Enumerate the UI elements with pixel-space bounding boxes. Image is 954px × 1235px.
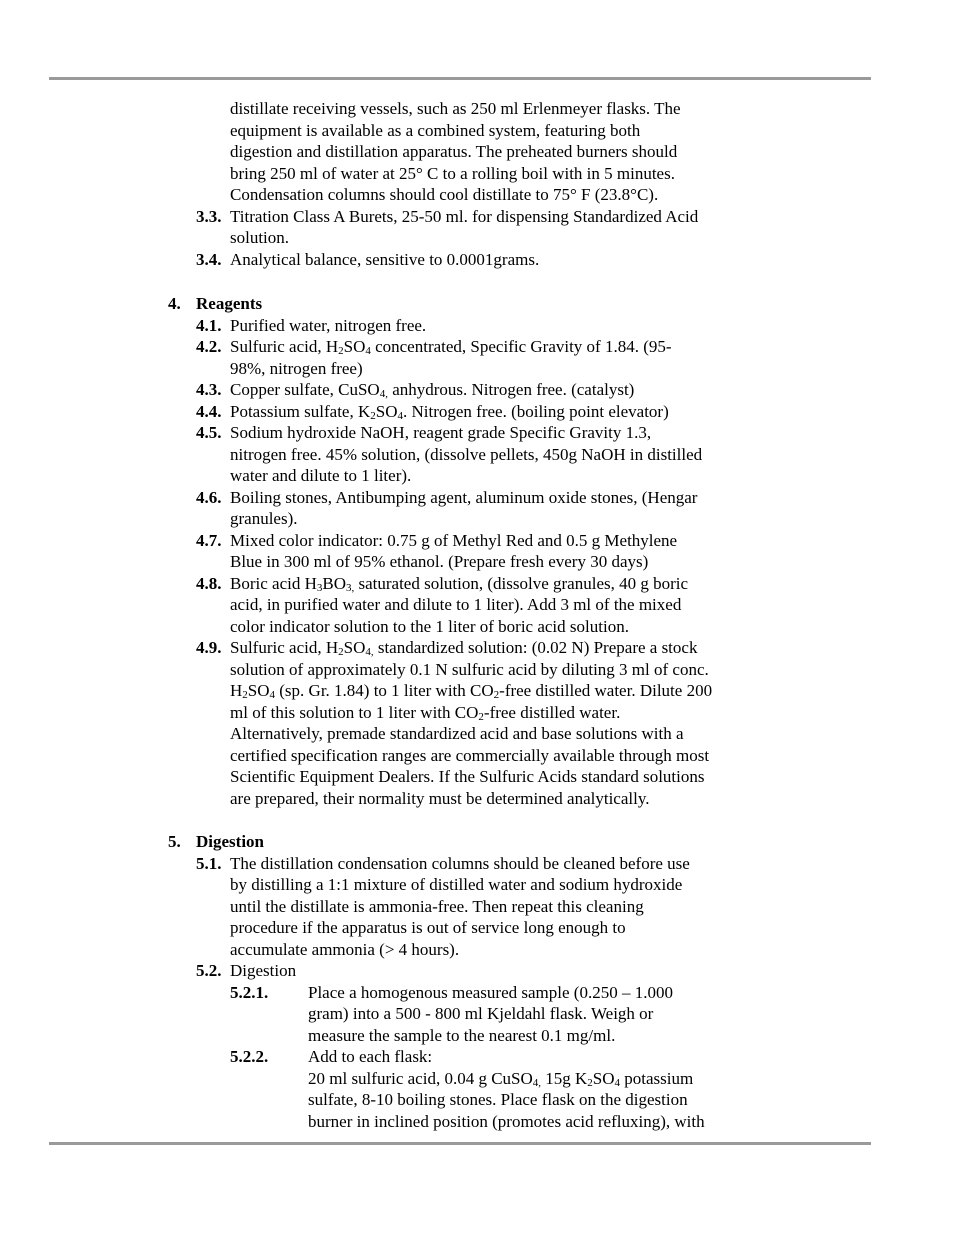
text-line: acid, in purified water and dilute to 1 liter). Add 3 ml of the mixed xyxy=(230,595,682,614)
text-line: 20 ml sulfuric acid, 0.04 g CuSO$_{4,}$ 15g $K_2SO_4$ potassium xyxy=(308,1068,694,1089)
text-line: equipment is available as a combined system, featuring both xyxy=(230,120,641,140)
text-line: burner in inclined position (promotes acid refluxing), with xyxy=(308,1111,705,1131)
text-line: Scientific Equipment Dealers. If the Sulfuric Acids standard solutions xyxy=(230,767,705,786)
text-line: Add to each flask: xyxy=(308,1047,433,1066)
text-line: Sulfuric acid, $H_2SO_4$ concentrated, Specific Gravity of 1.84. (95- xyxy=(230,337,672,357)
item-number: 4.7. xyxy=(196,530,222,550)
text-line: certified specification ranges are commercially available through most xyxy=(230,745,710,765)
text-line: digestion and distillation apparatus. The preheated burners should xyxy=(230,142,678,161)
footer-rule xyxy=(49,1142,871,1145)
header-rule xyxy=(49,77,871,80)
text-line: Boric acid $H_3BO_{3,}$ saturated solution, (dissolve granules, 40 g boric xyxy=(230,573,689,594)
text-line: The distillation condensation columns should be cleaned before use xyxy=(230,853,690,873)
text-line: Sodium hydroxide NaOH, reagent grade Specific Gravity 1.3, xyxy=(230,423,652,442)
text-line: are prepared, their normality must be determined analytically. xyxy=(230,788,650,808)
item-number: 4.5. xyxy=(196,423,222,442)
section-title: Reagents xyxy=(196,294,263,313)
text-line: gram) into a 500 - 800 ml Kjeldahl flask. Weigh or xyxy=(308,1004,654,1023)
text-line: Blue in 300 ml of 95% ethanol. (Prepare fresh every 30 days) xyxy=(230,552,649,571)
text-line: ml of this solution to 1 liter with $CO_2$-free distilled water. xyxy=(230,702,621,723)
text-line: Copper sulfate, CuSO$_{4,}$ anhydrous. Nitrogen free. (catalyst) xyxy=(230,380,635,400)
text-line: $H_2SO_4$ (sp. Gr. 1.84) to 1 liter with $CO_2$-free distilled water. Dilute 200 xyxy=(230,681,713,701)
item-number: 5.2. xyxy=(196,961,222,980)
text-line: nitrogen free. 45% solution, (dissolve pellets, 450g NaOH in distilled xyxy=(230,444,703,464)
item-number: 4.8. xyxy=(196,573,222,593)
text-line: until the distillate is ammonia-free. Then repeat this cleaning xyxy=(230,896,644,916)
item-number: 4.4. xyxy=(196,401,222,421)
text-line: 98%, nitrogen free) xyxy=(230,358,363,378)
text-line: accumulate ammonia (> 4 hours). xyxy=(230,939,460,959)
section-number: 5. xyxy=(168,832,181,851)
item-number: 4.6. xyxy=(196,487,222,507)
item-number: 4.2. xyxy=(196,337,222,356)
item-number: 5.1. xyxy=(196,853,222,873)
text-line: sulfate, 8-10 boiling stones. Place flask on the digestion xyxy=(308,1090,688,1109)
text-line: Potassium sulfate, $K_2SO_4$. Nitrogen free. (boiling point elevator) xyxy=(230,401,669,422)
text-line: color indicator solution to the 1 liter of boric acid solution. xyxy=(230,616,629,636)
text-line: solution of approximately 0.1 N sulfuric acid by diluting 3 ml of conc. xyxy=(230,659,709,679)
text-line: water and dilute to 1 liter). xyxy=(230,466,412,485)
text-line: by distilling a 1:1 mixture of distilled water and sodium hydroxide xyxy=(230,875,683,894)
text-line: procedure if the apparatus is out of service long enough to xyxy=(230,918,626,937)
item-number: 4.9. xyxy=(196,638,222,657)
subitem-number: 5.2.1. xyxy=(230,982,269,1002)
text-line: Condensation columns should cool distillate to 75° F (23.8°C). xyxy=(230,185,659,204)
text-line: distillate receiving vessels, such as 250 ml Erlenmeyer flasks. The xyxy=(230,99,681,118)
text-line: Digestion xyxy=(230,961,297,980)
text-line: solution. xyxy=(230,228,290,247)
section-number: 4. xyxy=(168,294,181,313)
text-line: Place a homogenous measured sample (0.250 – 1.000 xyxy=(308,982,673,1002)
subitem-number: 5.2.2. xyxy=(230,1047,269,1066)
text-line: bring 250 ml of water at 25° C to a rolling boil with in 5 minutes. xyxy=(230,163,675,183)
text-line: Purified water, nitrogen free. xyxy=(230,315,427,335)
text-line: measure the sample to the nearest 0.1 mg/ml. xyxy=(308,1025,616,1045)
text-line: Sulfuric acid, $H_2SO_{4,}$ standardized solution: (0.02 N) Prepare a stock xyxy=(230,638,698,658)
item-number: 4.3. xyxy=(196,380,222,399)
item-number: 4.1. xyxy=(196,315,222,335)
item-number: 3.4. xyxy=(196,249,222,269)
text-line: Mixed color indicator: 0.75 g of Methyl Red and 0.5 g Methylene xyxy=(230,530,678,550)
section-title: Digestion xyxy=(196,832,264,851)
text-line: Boiling stones, Antibumping agent, aluminum oxide stones, (Hengar xyxy=(230,487,698,507)
text-line: Analytical balance, sensitive to 0.0001grams. xyxy=(230,249,540,269)
text-line: Titration Class A Burets, 25-50 ml. for dispensing Standardized Acid xyxy=(230,206,699,226)
text-line: granules). xyxy=(230,509,298,528)
item-number: 3.3. xyxy=(196,206,222,226)
text-line: Alternatively, premade standardized acid and base solutions with a xyxy=(230,724,684,743)
